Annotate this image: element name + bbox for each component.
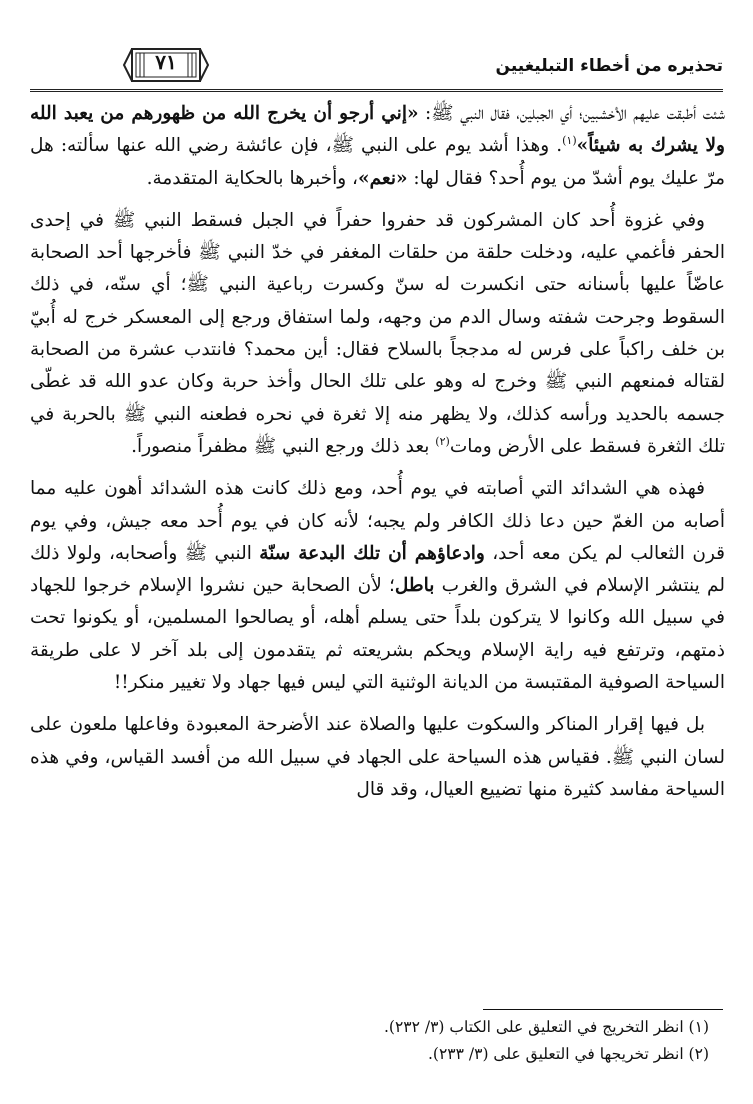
bold-text: «نعم» — [358, 167, 408, 189]
paragraph — [30, 709, 725, 806]
footnote-marker: (١) — [562, 134, 577, 148]
running-title: تحذيره من أخطاء التبليغيين — [495, 56, 723, 76]
main-text — [30, 98, 725, 816]
text-segment: وفي غزوة أُحد كان المشركون قد حفروا حفراً في الجبل فسقط النبي ﷺ في إحدى الحفر فأغمي عليه، ودخلت حلقة من حلقات المغفر في خدّ النبي ﷺ فأخرجها أحد الصحابة عاضّاً عليها بأسنانه حتى انكسرت له سنّ وكسرت رباعية النبي ﷺ؛ أي سنّه، في ذلك السقوط وجرحت شفته وسال الدم من وجهه، ولما استفاق ورجع إلى المعسكر خرج له أُبيّ بن خلف راكباً على فرس له مدججاً بالسلاح فقال: أين محمد؟ فانتدب عشرة من الصحابة لقتاله فمنعهم النبي ﷺ وخرج له وهو على تلك الحال وأخذ حربة وكان عدو الله قد غطّى جسمه بالحديد ورأسه كذلك، ولا يظهر منه إلا ثغرة في نحره فطعنه النبي ﷺ بالحربة في تلك الثغرة فسقط على الأرض ومات — [30, 209, 725, 457]
paragraph — [30, 98, 725, 195]
page-header — [30, 42, 723, 90]
footnote-marker: (٢) — [435, 434, 450, 448]
header-divider — [30, 89, 723, 92]
bold-text: باطل — [394, 575, 435, 597]
bold-text: وادعاؤهم أن تلك البدعة سنّة — [259, 542, 485, 564]
footnote-divider — [483, 1009, 723, 1010]
page-number-frame — [122, 46, 210, 84]
text-segment: ؛ لأن الصحابة حين نشروا الإسلام خرجوا للجهاد في سبيل الله وكانوا لا يتركون بلداً حتى يسلم أهله، أو يصالحوا المسلمين، أو يكونوا تحت ذمتهم، وترتفع فيه راية الإسلام ويحكم بشريعته ثم يتقدمون إلى بلد آخر لا على طريقة السياحة الصوفية المقتبسة من الديانة الوثنية التي ليس فيها جهاد ولا تغيير منكر!! — [30, 575, 725, 694]
footnote: (١) انظر التخريج في التعليق على الكتاب (٣/ ٢٣٢). — [383, 1018, 709, 1036]
footnote: (٢) انظر تخريجها في التعليق على (٣/ ٢٣٣). — [428, 1045, 709, 1063]
text-segment: بل فيها إقرار المناكر والسكوت عليها والصلاة عند الأضرحة المعبودة وفاعلها ملعون على لسان النبي ﷺ. فقياس هذه السياحة على الجهاد في سبيل الله من أفسد القياس، وفي هذه السياحة مفاسد كثيرة منها تضييع العيال، وقد قال — [30, 714, 725, 800]
text-segment: بعد ذلك ورجع النبي ﷺ مظفراً منصوراً. — [131, 435, 436, 457]
bold-text: «إني أرجو أن يخرج الله من ظهورهم من يعبد الله ولا يشرك به شيئاً» — [30, 103, 725, 157]
text-segment: شئت أطبقت عليهم الأخشبين؛ أي الجبلين، فقال النبي ﷺ: — [418, 103, 725, 124]
text-segment: . وهذا أشد يوم على النبي ﷺ، فإن عائشة رضي الله عنها سألته: هل مرّ عليك يوم أشدّ من يوم أُحد؟ فقال لها: — [30, 135, 725, 189]
text-segment: ، وأخبرها بالحكاية المتقدمة. — [146, 167, 359, 189]
text-segment: النبي ﷺ وأصحابه، ولولا ذلك لم ينتشر الإسلام في الشرق والغرب — [30, 542, 725, 597]
page-number: ٧١ — [155, 50, 177, 74]
text-segment: فهذه هي الشدائد التي أصابته في يوم أُحد، ومع ذلك كانت هذه الشدائد أهون عليه مما أصابه من الغمّ حين دعا ذلك الكافر ولم يجبه؛ لأنه كان في يوم أُحد معه جيش، وفي يوم قرن الثعالب لم يكن معه أحد، — [30, 478, 725, 564]
footnotes — [30, 1014, 723, 1068]
paragraph — [30, 205, 725, 463]
paragraph — [30, 473, 725, 699]
